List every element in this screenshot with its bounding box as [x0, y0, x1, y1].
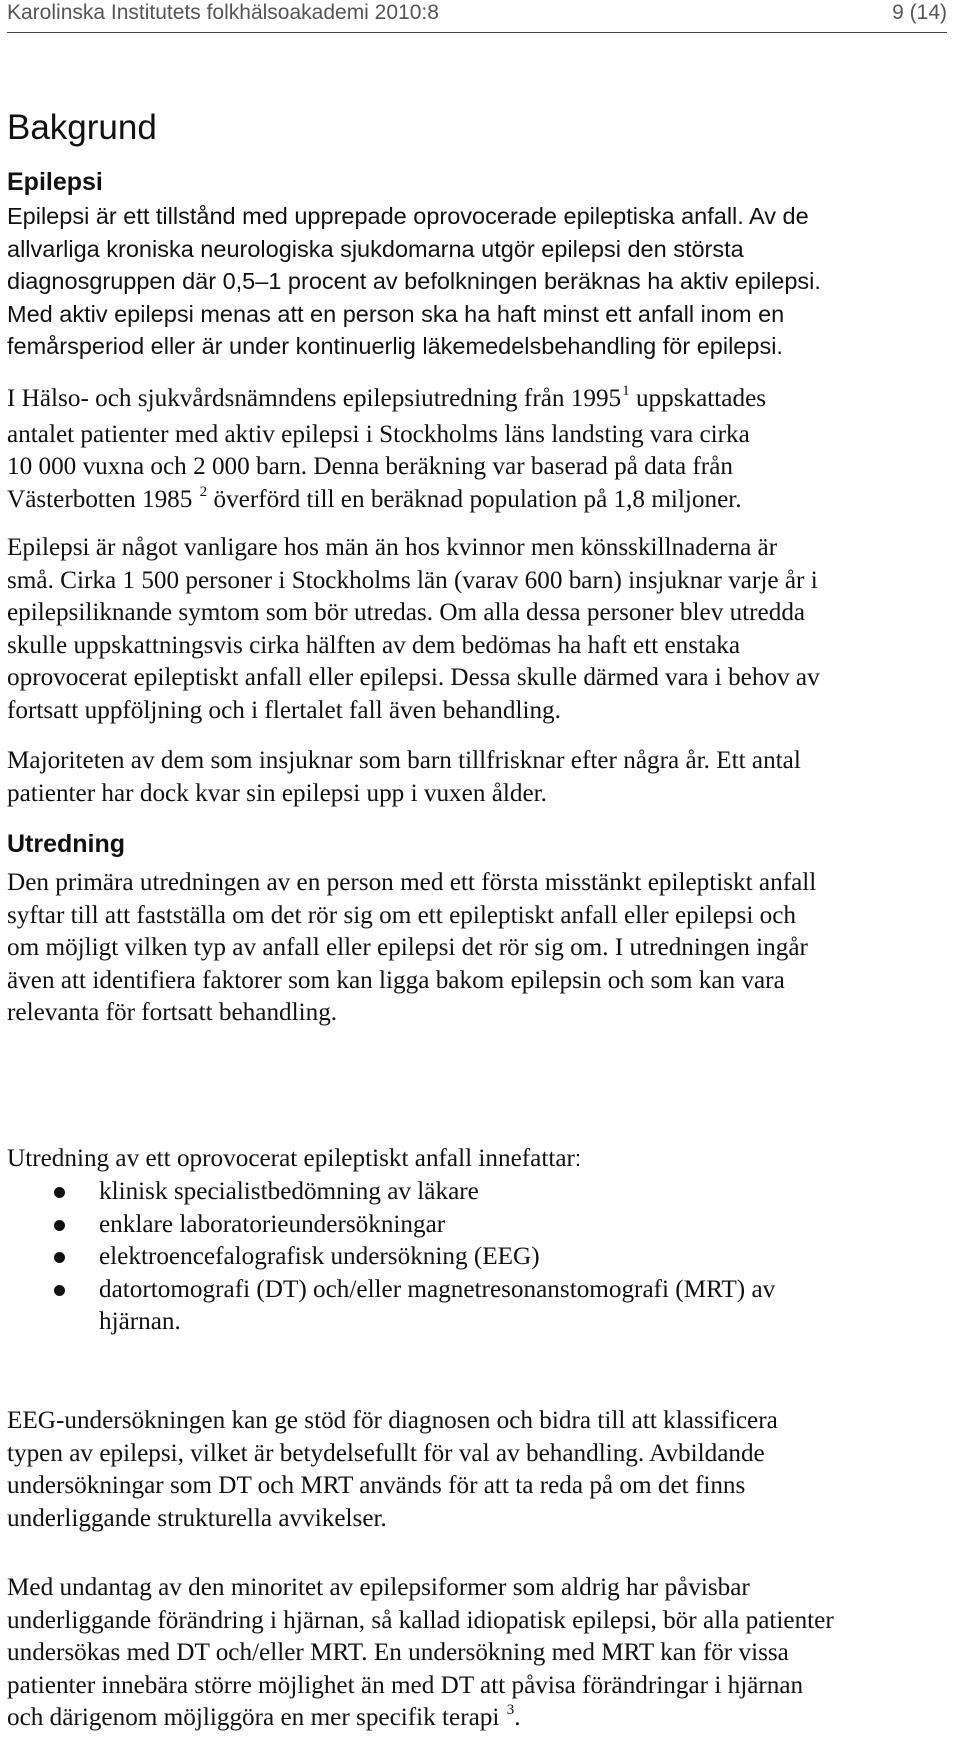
list-item [7, 1176, 959, 1209]
paragraph-incidence [7, 532, 957, 727]
text-line: om möjligt vilken typ av anfall eller epilepsi det rör sig om. I utredningen ingår [7, 934, 808, 961]
text-line [7, 1702, 957, 1738]
list-item-text: elektroencefalografisk undersökning (EEG) [99, 1243, 540, 1270]
paragraph-epilepsi-definition [7, 200, 957, 363]
text-line: syftar till att fastställa om det rör sig om ett epileptiskt anfall eller epilepsi och [7, 901, 796, 929]
text-line: epilepsiliknande symtom som bör utredas. Om alla dessa personer blev utredda [7, 599, 806, 626]
text-line: undersökningar som DT och MRT används för att ta reda på om det finns [7, 1472, 746, 1499]
text-line: patienter har dock kvar sin epilepsi upp i vuxen ålder. [7, 779, 547, 807]
paragraph-mri-recommendation [7, 1572, 957, 1738]
bullet-icon [54, 1285, 65, 1296]
text-run: : [574, 1146, 582, 1171]
text-line: antalet patienter med aktiv epilepsi i Stockholms läns landsting vara cirka [7, 420, 750, 448]
text-run: . [514, 1704, 521, 1731]
text-line: Med aktiv epilepsi menas att en person ska ha haft minst ett anfall inom en [7, 300, 785, 327]
list-item-text: enklare laboratorieundersökningar [99, 1210, 446, 1238]
text-line: Den primära utredningen av en person med ett första misstänkt epileptiskt anfall [7, 869, 817, 896]
text-line: diagnosgruppen där 0,5–1 procent av befolkningen beräknas ha aktiv epilepsi. [7, 268, 821, 294]
header-page-number: 9 (14) [892, 1, 947, 24]
page-title: Bakgrund [7, 108, 157, 147]
text-line: små. Cirka 1 500 personer i Stockholms län (varav 600 barn) insjuknar varje år i [7, 566, 818, 594]
list-item-text: klinisk specialistbedömning av läkare [99, 1178, 479, 1205]
section-heading-utredning: Utredning [7, 830, 126, 858]
bullet-icon [54, 1252, 65, 1263]
text-run: I Hälso- och sjukvårdsnämndens epilepsiutredning från 1995 [7, 385, 622, 412]
text-line [7, 1143, 957, 1176]
list-item [7, 1241, 959, 1274]
text-line: oprovocerat epileptiskt anfall eller epilepsi. Dessa skulle därmed vara i behov av [7, 664, 820, 691]
text-line: patienter innebära större möjlighet än med DT att påvisa förändringar i hjärnan [7, 1671, 804, 1699]
text-line [7, 484, 957, 520]
list-item-text: hjärnan. [99, 1308, 181, 1335]
investigation-list [7, 1176, 959, 1339]
header-publication: Karolinska Institutets folkhälsoakademi 2010:8 [7, 1, 439, 24]
text-line: undersökas med DT och/eller MRT. En undersökning med MRT kan för vissa [7, 1639, 789, 1666]
paragraph-primary-investigation [7, 867, 957, 1030]
text-line: relevanta för fortsatt behandling. [7, 999, 338, 1026]
footnote-ref-2: 2 [199, 483, 208, 500]
text-line: underliggande förändring i hjärnan, så kallad idiopatisk epilepsi, bör alla patienter [7, 1606, 834, 1634]
text-line: 10 000 vuxna och 2 000 barn. Denna beräkning var baserad på data från [7, 453, 733, 480]
text-line: Epilepsi är ett tillstånd med upprepade oprovocerade epileptiska anfall. Av de [7, 203, 809, 229]
page-header [7, 0, 947, 33]
list-item-text: datortomografi (DT) och/eller magnetresonanstomografi (MRT) av [99, 1275, 776, 1303]
list-item [7, 1274, 959, 1339]
text-line: underliggande strukturella avvikelser. [7, 1504, 387, 1532]
text-line: Majoriteten av dem som insjuknar som barn tillfrisknar efter några år. Ett antal [7, 747, 801, 774]
text-run: överförd till en beräknad population på 1,8 miljoner. [207, 485, 742, 513]
footnote-ref-1: 1 [622, 383, 630, 399]
section-heading-epilepsi: Epilepsi [7, 168, 103, 196]
text-line: Epilepsi är något vanligare hos män än hos kvinnor men könsskillnaderna är [7, 534, 778, 561]
text-line: fortsatt uppföljning och i flertalet fall även behandling. [7, 696, 561, 724]
text-line: typen av epilepsi, vilket är betydelsefullt för val av behandling. Avbildande [7, 1439, 765, 1467]
text-run: uppskattades [629, 385, 767, 412]
text-line: även att identifiera faktorer som kan ligga bakom epilepsin och som kan vara [7, 966, 785, 994]
bullet-icon [54, 1187, 65, 1198]
paragraph-prevalence-estimate [7, 383, 957, 519]
text-line: femårsperiod eller är under kontinuerlig läkemedelsbehandling för epilepsi. [7, 333, 783, 359]
footnote-ref-3: 3 [506, 1702, 515, 1718]
text-run: Utredning av ett oprovocerat epileptiskt anfall innefattar [7, 1145, 575, 1172]
list-intro [7, 1143, 957, 1176]
text-line: skulle uppskattningsvis cirka hälften av dem bedömas ha haft ett enstaka [7, 631, 741, 659]
paragraph-children-prognosis [7, 745, 957, 810]
text-run: Västerbotten 1985 [7, 485, 199, 513]
list-item [7, 1209, 959, 1242]
text-line: EEG-undersökningen kan ge stöd för diagnosen och bidra till att klassificera [7, 1407, 778, 1434]
text-run: och därigenom möjliggöra en mer specifik terapi [7, 1704, 506, 1731]
text-line: Med undantag av den minoritet av epilepsiformer som aldrig har påvisbar [7, 1574, 750, 1601]
bullet-icon [54, 1220, 65, 1231]
text-line [7, 383, 957, 419]
text-line: allvarliga kroniska neurologiska sjukdomarna utgör epilepsi den största [7, 235, 744, 262]
paragraph-eeg-imaging [7, 1405, 957, 1535]
